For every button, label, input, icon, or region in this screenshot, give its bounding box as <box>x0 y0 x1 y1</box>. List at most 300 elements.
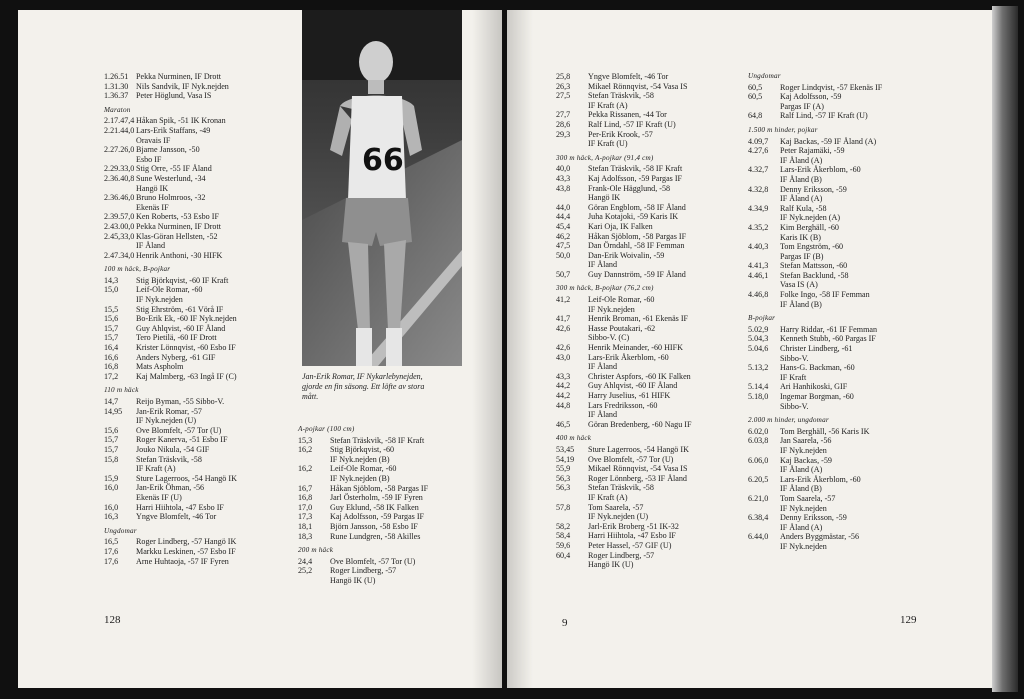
result-row <box>556 551 691 561</box>
result-value: 2.45,33,0 <box>104 231 135 241</box>
result-row <box>104 512 237 522</box>
result-value <box>556 493 588 503</box>
result-value: 17,3 <box>298 512 313 522</box>
result-row <box>556 130 691 140</box>
result-row <box>104 241 237 251</box>
result-row <box>748 92 882 102</box>
result-value: 15,5 <box>104 304 119 314</box>
athlete-entry: Sture Lagerroos, -54 Hangö IK <box>136 473 237 483</box>
result-value: 64,8 <box>748 111 763 121</box>
result-value <box>104 241 136 251</box>
athlete-entry: Denny Eriksson, -59 <box>780 513 847 523</box>
athlete-entry: Stefan Backlund, -58 <box>780 270 849 280</box>
result-row <box>748 494 882 504</box>
athlete-entry: Kari Oja, IK Falken <box>588 221 653 231</box>
result-value: 5.14,4 <box>748 382 769 392</box>
athlete-entry: Ekenäs IF (U) <box>136 492 182 502</box>
result-row <box>298 566 428 576</box>
athlete-entry: IF Åland <box>588 260 617 270</box>
gutter-shadow <box>472 10 502 688</box>
page-edge <box>992 6 1018 692</box>
athlete-entry: Roger Lindberg, -57 <box>588 550 655 560</box>
result-value: 58,4 <box>556 531 571 541</box>
result-value <box>104 136 136 146</box>
caption-line: mått. <box>302 392 319 401</box>
result-row <box>556 522 691 532</box>
result-row <box>556 270 691 280</box>
result-value: 15,7 <box>104 333 119 343</box>
athlete-entry: Hasse Poutakari, -62 <box>588 323 656 333</box>
result-value: 14,95 <box>104 406 123 416</box>
caption-line: Jan-Erik Romar, IF Nykarlebynejden, <box>302 372 423 381</box>
result-value <box>748 102 780 112</box>
athlete-entry: Guy Dannström, -59 IF Åland <box>588 269 686 279</box>
athlete-entry: Ove Blomfelt, -57 Tor (U) <box>588 454 674 464</box>
result-row <box>104 353 237 363</box>
athlete-entry: Leif-Ole Romar, -60 <box>136 285 203 295</box>
athlete-entry: Sune Westerlund, -34 <box>136 173 206 183</box>
athlete-entry: Tom Saarela, -57 <box>780 493 836 503</box>
athlete-entry: Mikael Rönnqvist, -54 Vasa IS <box>588 81 688 91</box>
page-number-center: 9 <box>562 617 568 629</box>
result-value: 15,6 <box>104 314 119 324</box>
athlete-entry: Tom Saarela, -57 <box>588 502 644 512</box>
athlete-entry: Denny Eriksson, -59 <box>780 184 847 194</box>
result-row <box>556 203 691 213</box>
result-row <box>298 445 428 455</box>
athlete-entry: Roger Lindberg, -57 <box>330 566 397 576</box>
athlete-entry: Sibbo-V. <box>780 401 809 411</box>
result-value <box>556 560 588 570</box>
athlete-entry: Leif-Ole Romar, -60 <box>588 295 655 305</box>
result-value: 56,3 <box>556 473 571 483</box>
athlete-entry: Peter Rajamäki, -59 <box>780 146 845 156</box>
result-value: 60,4 <box>556 550 571 560</box>
result-row <box>748 156 882 166</box>
result-value <box>104 184 136 194</box>
result-value: 40,0 <box>556 164 571 174</box>
result-row <box>556 222 691 232</box>
result-value: 46,5 <box>556 419 571 429</box>
result-value: 4.46,8 <box>748 290 769 300</box>
athlete-entry: Jan Saarela, -56 <box>780 436 832 446</box>
result-value: 15,6 <box>104 425 119 435</box>
athlete-entry: Dan Örndahl, -58 IF Femman <box>588 241 685 251</box>
result-row <box>104 435 237 445</box>
result-row <box>104 276 237 286</box>
result-row <box>748 137 882 147</box>
result-value: 17,6 <box>104 546 119 556</box>
result-row <box>104 493 237 503</box>
result-value <box>104 464 136 474</box>
result-value <box>556 101 588 111</box>
athlete-entry: Peter Höglund, Vasa IS <box>136 91 212 101</box>
result-value <box>748 156 780 166</box>
result-value: 17,2 <box>104 371 119 381</box>
athlete-entry: Hangö IK (U) <box>588 560 634 570</box>
result-value <box>104 493 136 503</box>
result-row <box>104 295 237 305</box>
result-value: 27,7 <box>556 110 571 120</box>
athlete-entry: Markku Leskinen, -57 Esbo IF <box>136 546 236 556</box>
result-row <box>104 72 237 82</box>
athlete-entry: Ari Hanhikoski, GIF <box>780 382 848 392</box>
result-value: 15,7 <box>104 323 119 333</box>
athlete-entry: Jarl Österholm, -59 IF Fyren <box>330 493 423 503</box>
athlete-entry: Guy Ahlqvist, -60 IF Åland <box>588 381 678 391</box>
result-value: 43,8 <box>556 183 571 193</box>
result-value: 27,5 <box>556 91 571 101</box>
athlete-entry: Jan-Erik Öhman, -56 <box>136 483 205 493</box>
result-row <box>748 233 882 243</box>
athlete-entry: IF Nyk.nejden <box>780 445 827 455</box>
result-row <box>104 314 237 324</box>
result-row <box>556 212 691 222</box>
result-value: 15,3 <box>298 435 313 445</box>
result-row <box>298 474 428 484</box>
page-number-left: 128 <box>104 614 121 626</box>
athlete-entry: Frank-Ole Hägglund, -58 <box>588 183 671 193</box>
result-row <box>748 542 882 552</box>
result-value: 6.06,0 <box>748 455 769 465</box>
result-value <box>748 233 780 243</box>
result-row <box>748 344 882 354</box>
result-row <box>556 420 691 430</box>
result-row <box>748 436 882 446</box>
athlete-entry: IF Nyk.nejden <box>588 304 635 314</box>
result-row <box>556 541 691 551</box>
result-row <box>104 503 237 513</box>
athlete-entry: Oravais IF <box>136 135 171 145</box>
result-value: 56,3 <box>556 483 571 493</box>
result-value: 17,0 <box>298 502 313 512</box>
result-row <box>748 523 882 533</box>
result-row <box>298 455 428 465</box>
result-row <box>748 290 882 300</box>
result-value: 25,8 <box>556 72 571 81</box>
result-value: 2.43.00,0 <box>104 221 135 231</box>
athlete-entry: Kaj Adolfsson, -59 <box>780 92 842 102</box>
result-value: 16,4 <box>104 343 119 353</box>
result-value: 18,3 <box>298 531 313 541</box>
athlete-entry: IF Åland (B) <box>780 484 822 494</box>
result-value: 16,7 <box>298 483 313 493</box>
athlete-entry: Mikael Rönnqvist, -54 Vasa IS <box>588 464 688 474</box>
result-row <box>556 353 691 363</box>
athlete-entry: Anders Nyberg, -61 GIF <box>136 352 216 362</box>
result-row <box>556 410 691 420</box>
athlete-entry: Sture Lagerroos, -54 Hangö IK <box>588 444 689 454</box>
athlete-entry: Kaj Backas, -59 <box>780 455 832 465</box>
athlete-entry: Harri Hiihtola, -47 Esbo IF <box>588 531 676 541</box>
result-value <box>748 504 780 514</box>
result-row <box>104 324 237 334</box>
athlete-entry: Björn Jansson, -58 Esbo IF <box>330 521 418 531</box>
athlete-entry: Stefan Träskvik, -58 IF Kraft <box>588 164 683 174</box>
athlete-entry: Hans-G. Backman, -60 <box>780 363 855 373</box>
athlete-entry: Stig Ehrström, -61 Vörå IF <box>136 304 224 314</box>
athlete-entry: Mats Aspholm <box>136 362 184 372</box>
athlete-entry: Ralf Lind, -57 IF Kraft (U) <box>588 119 676 129</box>
result-row <box>104 155 237 165</box>
result-value: 2.27.26,0 <box>104 145 135 155</box>
result-row <box>104 333 237 343</box>
result-value: 15,0 <box>104 285 119 295</box>
athlete-entry: Peter Hassel, -57 GIF (U) <box>588 540 672 550</box>
result-row <box>748 382 882 392</box>
athlete-photo <box>302 10 462 366</box>
result-row <box>104 91 237 101</box>
athlete-entry: Håkan Sjöblom, -58 Pargas IF <box>588 231 687 241</box>
result-row <box>104 483 237 493</box>
athlete-entry: Stig Orre, -55 IF Åland <box>136 164 212 174</box>
athlete-entry: Guy Eklund, -58 IK Falken <box>330 502 419 512</box>
athlete-entry: Reijo Byman, -55 Sibbo-V. <box>136 397 225 406</box>
result-value: 45,4 <box>556 221 571 231</box>
athlete-entry: Tom Engström, -60 <box>780 242 844 252</box>
result-value: 2.47.34,0 <box>104 250 135 260</box>
section-heading: 200 m häck <box>298 546 334 555</box>
athlete-entry: Jan-Erik Romar, -57 <box>136 406 202 416</box>
result-value: 16,2 <box>298 464 313 474</box>
athlete-entry: Roger Kanerva, -51 Esbo IF <box>136 435 228 445</box>
athlete-entry: Håkan Spik, -51 IK Kronan <box>136 116 226 126</box>
result-row <box>556 401 691 411</box>
athlete-entry: Kim Berghäll, -60 <box>780 222 839 232</box>
result-row <box>748 280 882 290</box>
result-value: 1.26.51 <box>104 72 129 81</box>
result-value: 6.38,4 <box>748 513 769 523</box>
result-value: 41,7 <box>556 314 571 324</box>
athlete-entry: IF Nyk.nejden (U) <box>136 416 197 426</box>
result-value: 6.20,5 <box>748 474 769 484</box>
result-row <box>104 474 237 484</box>
athlete-entry: Bruno Holmroos, -32 <box>136 193 206 203</box>
athlete-entry: IF Kraft (A) <box>588 492 628 502</box>
result-value: 5.04,3 <box>748 334 769 344</box>
athlete-entry: Stefan Träskvik, -58 IF Kraft <box>330 435 425 445</box>
athlete-entry: Kaj Adolfsson, -59 Pargas IF <box>330 512 425 522</box>
result-row <box>556 314 691 324</box>
result-value: 57,8 <box>556 502 571 512</box>
result-row <box>556 251 691 261</box>
athlete-entry: IF Åland (A) <box>780 194 823 204</box>
result-row <box>748 363 882 373</box>
result-value <box>104 203 136 213</box>
athlete-entry: Pekka Nurminen, IF Drott <box>136 72 221 81</box>
athlete-entry: Vasa IS (A) <box>780 280 818 290</box>
result-row <box>748 204 882 214</box>
athlete-entry: Harri Hiihtola, -47 Esbo IF <box>136 502 224 512</box>
athlete-entry: Kaj Backas, -59 IF Åland (A) <box>780 136 877 146</box>
result-value: 6.21,0 <box>748 493 769 503</box>
athlete-entry: Nils Sandvik, IF Nyk.nejden <box>136 81 229 91</box>
athlete-entry: Lars Fredriksson, -60 <box>588 400 658 410</box>
result-value <box>748 252 780 262</box>
athlete-entry: Yngve Blomfelt, -46 Tor <box>136 512 217 522</box>
result-value <box>748 465 780 475</box>
result-row <box>556 164 691 174</box>
section-heading: Ungdomar <box>748 72 781 80</box>
athlete-entry: Bjarne Jansson, -50 <box>136 145 200 155</box>
result-value: 4.40,3 <box>748 242 769 252</box>
result-row <box>556 560 691 570</box>
result-value: 24,4 <box>298 556 313 566</box>
athlete-entry: IF Åland (B) <box>780 174 822 184</box>
result-row <box>104 407 237 417</box>
athlete-entry: Roger Lindqvist, -57 Ekenäs IF <box>780 82 883 92</box>
athlete-entry: Jouko Nikula, -54 GIF <box>136 444 210 454</box>
result-row <box>748 242 882 252</box>
result-value <box>104 416 136 426</box>
result-value: 5.02,9 <box>748 324 769 334</box>
result-row <box>104 203 237 213</box>
result-row <box>748 446 882 456</box>
result-value: 5.13,2 <box>748 363 769 373</box>
result-row <box>556 493 691 503</box>
result-row <box>556 91 691 101</box>
svg-text:66: 66 <box>362 143 404 178</box>
result-row <box>104 82 237 92</box>
athlete-entry: Hangö IK <box>136 183 169 193</box>
result-row <box>104 193 237 203</box>
result-value: 18,1 <box>298 521 313 531</box>
result-value <box>748 542 780 552</box>
result-row <box>104 116 237 126</box>
athlete-entry: Kaj Malmberg, -63 Ingå IF (C) <box>136 371 237 381</box>
result-row <box>556 193 691 203</box>
athlete-entry: IF Åland <box>588 362 617 372</box>
athlete-entry: IF Nyk.nejden (B) <box>330 454 390 464</box>
athlete-entry: Henrik Broman, -61 Ekenäs IF <box>588 314 689 324</box>
athlete-entry: IF Kraft (A) <box>136 464 176 474</box>
athlete-entry: Ralf Lind, -57 IF Kraft (U) <box>780 111 868 121</box>
result-value: 15,8 <box>104 454 119 464</box>
result-value: 17,6 <box>104 556 119 566</box>
result-value: 2.21.44,0 <box>104 125 135 135</box>
result-value <box>748 213 780 223</box>
result-row <box>556 455 691 465</box>
result-value <box>556 260 588 270</box>
result-row <box>748 354 882 364</box>
athlete-entry: IF Åland (B) <box>780 299 822 309</box>
result-value: 58,2 <box>556 521 571 531</box>
result-row <box>104 136 237 146</box>
athlete-entry: Hangö IK (U) <box>330 575 376 585</box>
result-row <box>556 110 691 120</box>
photo-caption <box>302 372 472 402</box>
result-row <box>556 72 691 82</box>
result-row <box>748 111 882 121</box>
result-row <box>556 120 691 130</box>
result-value <box>748 373 780 383</box>
result-value: 2.29.33,0 <box>104 164 135 174</box>
athlete-entry: Esbo IF <box>136 154 162 164</box>
result-value <box>104 295 136 305</box>
section-heading: 1.500 m hinder, pojkar <box>748 125 818 134</box>
result-row <box>748 252 882 262</box>
section-heading: Ungdomar <box>104 526 137 535</box>
result-row <box>748 484 882 494</box>
athlete-entry: Roger Lindberg, -57 Hangö IK <box>136 537 237 547</box>
athlete-entry: Christer Aspfors, -60 IK Falken <box>588 371 691 381</box>
result-value <box>748 446 780 456</box>
result-value: 4.32,8 <box>748 184 769 194</box>
result-value: 16,6 <box>104 352 119 362</box>
athlete-entry: Anders Byggmästar, -56 <box>780 532 860 542</box>
athlete-entry: Leif-Ole Romar, -60 <box>330 464 397 474</box>
result-value <box>298 455 330 465</box>
athlete-entry: Karis IK (B) <box>780 232 821 242</box>
athlete-entry: IF Åland <box>136 241 165 251</box>
result-row <box>748 456 882 466</box>
left-column-results <box>104 72 237 566</box>
athlete-entry: Pekka Nurminen, IF Drott <box>136 221 221 231</box>
result-row <box>104 145 237 155</box>
result-row <box>298 532 428 542</box>
result-value: 44,8 <box>556 400 571 410</box>
result-row <box>556 305 691 315</box>
result-row <box>104 222 237 232</box>
result-row <box>748 402 882 412</box>
athlete-entry: Stig Björkqvist, -60 <box>330 445 395 455</box>
result-row <box>748 325 882 335</box>
result-row <box>748 427 882 437</box>
result-row <box>748 185 882 195</box>
result-row <box>556 232 691 242</box>
result-row <box>748 146 882 156</box>
result-row <box>104 372 237 382</box>
result-row <box>556 101 691 111</box>
section-heading: B-pojkar <box>748 314 776 323</box>
result-value <box>748 523 780 533</box>
result-row <box>748 213 882 223</box>
result-row <box>748 504 882 514</box>
result-value: 29,3 <box>556 129 571 139</box>
athlete-entry: Ken Roberts, -53 Esbo IF <box>136 212 219 222</box>
result-row <box>104 464 237 474</box>
result-value <box>748 300 780 310</box>
section-heading: 300 m häck, A-pojkar (91,4 cm) <box>556 153 654 162</box>
result-value <box>104 155 136 165</box>
section-heading: 2.000 m hinder, ungdomar <box>748 416 829 425</box>
result-value: 5.18,0 <box>748 392 769 401</box>
athlete-entry: Lars-Erik Åkerblom, -60 <box>588 352 669 362</box>
result-row <box>748 165 882 175</box>
result-value: 4.41,3 <box>748 261 769 271</box>
result-row <box>556 445 691 455</box>
result-row <box>556 503 691 513</box>
result-row <box>298 436 428 446</box>
athlete-entry: Christer Lindberg, -61 <box>780 344 853 354</box>
result-value: 44,2 <box>556 391 571 400</box>
athlete-entry: Lars-Erik Åkerblom, -60 <box>780 474 861 484</box>
result-value <box>748 280 780 290</box>
result-value: 43,0 <box>556 352 571 362</box>
result-value: 53,45 <box>556 444 575 454</box>
result-row <box>748 223 882 233</box>
athlete-entry: Lars-Erik Åkerblom, -60 <box>780 165 861 175</box>
result-row <box>298 512 428 522</box>
result-value: 15,9 <box>104 473 119 483</box>
athlete-entry: Pargas IF (A) <box>780 101 824 111</box>
athlete-entry: Jarl-Erik Broberg -51 IK-32 <box>588 521 679 531</box>
result-row <box>748 102 882 112</box>
result-row <box>298 503 428 513</box>
athlete-entry: Harry Riddar, -61 IF Femman <box>780 324 878 334</box>
result-value: 55,9 <box>556 464 571 474</box>
result-row <box>104 547 237 557</box>
